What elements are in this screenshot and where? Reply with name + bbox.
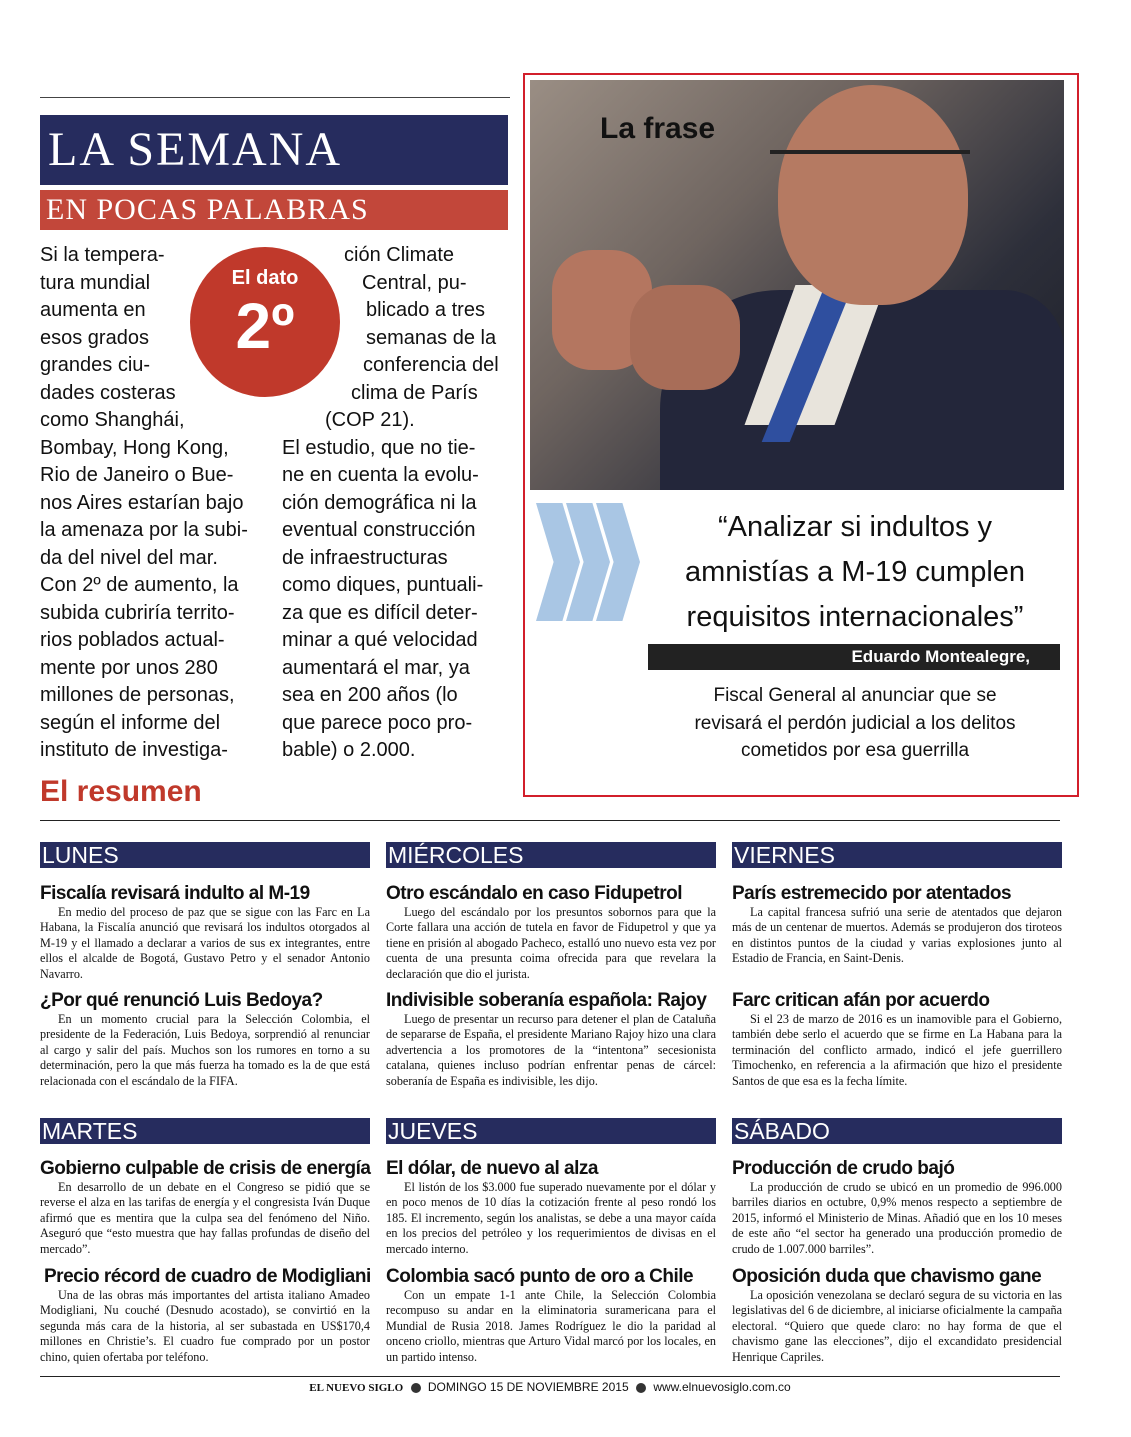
resumen-title: El resumen [40, 775, 202, 808]
quote-line: amnistías a M-19 cumplen [684, 556, 1026, 588]
story-title: Precio récord de cuadro de Modigliani [44, 1266, 371, 1287]
dato-line: ción Climate [344, 244, 455, 266]
dato-line: según el informe del [40, 711, 221, 734]
dato-line: semanas de la [366, 326, 497, 349]
dato-line: za que es difícil deter- [282, 601, 478, 624]
dato-line: Con 2º de aumento, la [40, 574, 239, 596]
section-title: LA SEMANA [40, 115, 508, 185]
dato-line: Si la tempera- [40, 244, 165, 266]
story-title: Colombia sacó punto de oro a Chile [386, 1266, 694, 1287]
dato-line: sea en 200 años (lo [282, 684, 458, 706]
dato-line: blicado a tres [366, 299, 485, 321]
story-title: Gobierno culpable de crisis de energía [40, 1158, 371, 1179]
caption-line: Fiscal General al anunciar que se [713, 685, 997, 706]
day-header: SÁBADO [732, 1118, 1062, 1144]
frase-quote [650, 505, 1060, 640]
day-header: LUNES [40, 842, 370, 868]
story-title: Oposición duda que chavismo gane [732, 1266, 1042, 1287]
caption-line: cometidos por esa guerrilla [740, 740, 970, 761]
story-title: Otro escándalo en caso Fidupetrol [386, 883, 683, 904]
bullet-icon [636, 1383, 646, 1393]
story-text: Con un empate 1-1 ante Chile, la Selección Colombia recompuso su andar en la eliminatoria suramericana para el Mundial de Rusia 2018. James Rodríguez le dio la paridad al onceno criollo, mientras que Arturo Vidal marcó por los locales, en un partido intenso. [386, 1288, 716, 1364]
story-text: Una de las obras más importantes del artista italiano Amadeo Modigliani, Nu couché (Desnudo acostado), se convirtió en la segunda más cara de la historia, al ser subastada en US$170,4 millones en Christie’s. El cuadro fue comprado por un postor chino, quien ofertaba por teléfono. [40, 1288, 370, 1364]
story-title: Farc critican afán por acuerdo [732, 990, 990, 1011]
footer-rule [40, 1376, 1060, 1377]
dato-line: minar a qué velocidad [282, 629, 478, 651]
story-text: El listón de los $3.000 fue superado nuevamente por el dólar y en poco menos de 10 días la cotización frente al peso rondó los 185. El incremento, según los analistas, se debe a una mayor caída en los precios del petróleo y los requerimientos de divisas en el mercado interno. [386, 1180, 716, 1256]
dato-line: Bombay, Hong Kong, [40, 436, 229, 459]
story-text: La producción de crudo se ubicó en un promedio de 996.000 barriles diarios en octubre, 0,9% menos respecto a septiembre de 2015, informó el Ministerio de Minas. Añadió que en los 10 meses de este año “el sector ha generado una producción promedio de crudo de 1.007.000 barriles”. [732, 1180, 1062, 1256]
dato-line: aumenta en [40, 299, 146, 321]
newspaper-logo: EL NUEVO SIGLO [309, 1382, 404, 1394]
story-title: Indivisible soberanía española: Rajoy [386, 990, 707, 1011]
dato-line: El estudio, que no tie- [282, 436, 476, 459]
story-text: La oposición venezolana se declaró segura de su victoria en las legislativas del 6 de diciembre, al iniciarse oficialmente la campaña electoral. “Quiero que quede claro: no hay forma de que el chavismo gane las elecciones”, dijo el excandidato presidencial Henrique Capriles. [732, 1288, 1062, 1364]
dato-label: El dato [231, 267, 299, 289]
dato-line: instituto de investiga- [40, 739, 228, 761]
dato-line: millones de personas, [40, 684, 235, 706]
dato-line: Central, pu- [362, 271, 467, 294]
story-title: Producción de crudo bajó [732, 1158, 955, 1179]
dato-line: subida cubriría territo- [40, 601, 235, 624]
top-rule [40, 97, 510, 98]
dato-line: da del nivel del mar. [40, 546, 218, 569]
resumen-rule [40, 820, 1060, 821]
day-header: MARTES [40, 1118, 370, 1144]
dato-line: de infraestructuras [282, 546, 448, 569]
day-header: VIERNES [732, 842, 1062, 868]
footer-url[interactable]: www.elnuevosiglo.com.co [653, 1380, 791, 1394]
dato-line: Rio de Janeiro o Bue- [40, 464, 234, 486]
dato-value: 2º [235, 290, 295, 362]
dato-line: la amenaza por la subi- [40, 519, 248, 541]
story-text: Luego de presentar un recurso para detener el plan de Cataluña de separarse de España, el presidente Mariano Rajoy hizo una clara advertencia a los promotores de la “intentona” secesionista catalana, quienes incluso podrían enfrentar penas de cárcel: soberanía de España es indivisible, les dijo. [386, 1012, 716, 1088]
dato-line: (COP 21). [325, 409, 415, 431]
dato-line: como Shanghái, [40, 409, 185, 431]
dato-line: nos Aires estarían bajo [40, 491, 244, 514]
caption-line: revisará el perdón judicial a los delitos [694, 712, 1016, 734]
page-footer [40, 1380, 1060, 1394]
dato-line: tura mundial [40, 271, 151, 294]
story-title: El dólar, de nuevo al alza [386, 1158, 598, 1179]
story-text: En desarrollo de un debate en el Congreso se pidió que se reverse el alza en las tarifas de energía y el congresista Iván Duque afirmó que es mentira que la culpa sea del fenómeno del Niño. Aseguró que “esto muestra que hay fallas profundas de diseño del mercado”. [40, 1180, 370, 1256]
story-text: Si el 23 de marzo de 2016 es un inamovible para el Gobierno, también debe serlo el acuerdo que se firme en La Habana para la terminación del conflicto armado, indicó el jefe guerrillero Timochenko, en referencia a la afirmación que hizo el presidente Santos de que esa es la fecha límite. [732, 1012, 1062, 1088]
story-text: La capital francesa sufrió una serie de atentados que dejaron más de un centenar de muertos. Además se produjeron dos tiroteos en distintos puntos de la ciudad y varias explosiones junto al Estadio de Francia, en Saint-Denis. [732, 905, 1062, 966]
dato-circle [190, 247, 340, 397]
dato-line: clima de París [351, 381, 478, 404]
section-subtitle: EN POCAS PALABRAS [40, 190, 508, 230]
frase-caption [650, 682, 1060, 765]
day-header: JUEVES [386, 1118, 716, 1144]
bullet-icon [411, 1383, 421, 1393]
footer-date: DOMINGO 15 DE NOVIEMBRE 2015 [427, 1380, 629, 1394]
story-text: En un momento crucial para la Selección Colombia, el presidente de la Federación, Luis Bedoya, sorprendió al renunciar al cargo y salir del país. Muchos son los rumores en torno a su determinación, pero la que más fuerza ha tomado es la de que está relacionada con el escándalo de la FIFA. [40, 1012, 370, 1088]
story-title: París estremecido por atentados [732, 883, 1012, 904]
dato-line: esos grados [40, 326, 149, 349]
story-text: En medio del proceso de paz que se sigue con las Farc en La Habana, la Fiscalía anunció que revisará los indultos otorgados al M-19 y el llamado a declarar a varios de sus ex integrantes, entre ellos el alcalde de Bogotá, Gustavo Petro y el senador Antonio Navarro. [40, 905, 370, 981]
dato-line: mente por unos 280 [40, 656, 218, 679]
story-title: ¿Por qué renunció Luis Bedoya? [40, 990, 323, 1011]
dato-line: grandes ciu- [40, 354, 151, 376]
story-text: Luego del escándalo por los presuntos sobornos para que la Corte fallara una acción de tutela en favor de Fidupetrol y que ya tiene en prisión al abogado Pacheco, estalló uno nuevo esta vez por cuenta de una presunta coima ofrecida para que revelara la declaración que dio el jurista. [386, 905, 716, 981]
dato-line: rios poblados actual- [40, 629, 225, 651]
dato-line: dades costeras [40, 381, 176, 404]
frase-title: La frase [600, 112, 716, 145]
dato-line: ción demográfica ni la [282, 491, 477, 514]
dato-line: que parece poco pro- [282, 711, 473, 734]
frase-author: Eduardo Montealegre, [648, 644, 1060, 670]
dato-line: bable) o 2.000. [282, 739, 416, 761]
quote-line: requisitos internacionales” [686, 601, 1024, 633]
day-header: MIÉRCOLES [386, 842, 716, 868]
dato-line: aumentará el mar, ya [282, 656, 470, 679]
quote-line: “Analizar si indultos y [718, 511, 992, 543]
dato-line: como diques, puntuali- [282, 574, 484, 596]
dato-line: eventual construcción [282, 519, 476, 541]
story-title: Fiscalía revisará indulto al M-19 [40, 883, 310, 904]
dato-line: ne en cuenta la evolu- [282, 464, 479, 486]
dato-line: conferencia del [363, 354, 499, 376]
